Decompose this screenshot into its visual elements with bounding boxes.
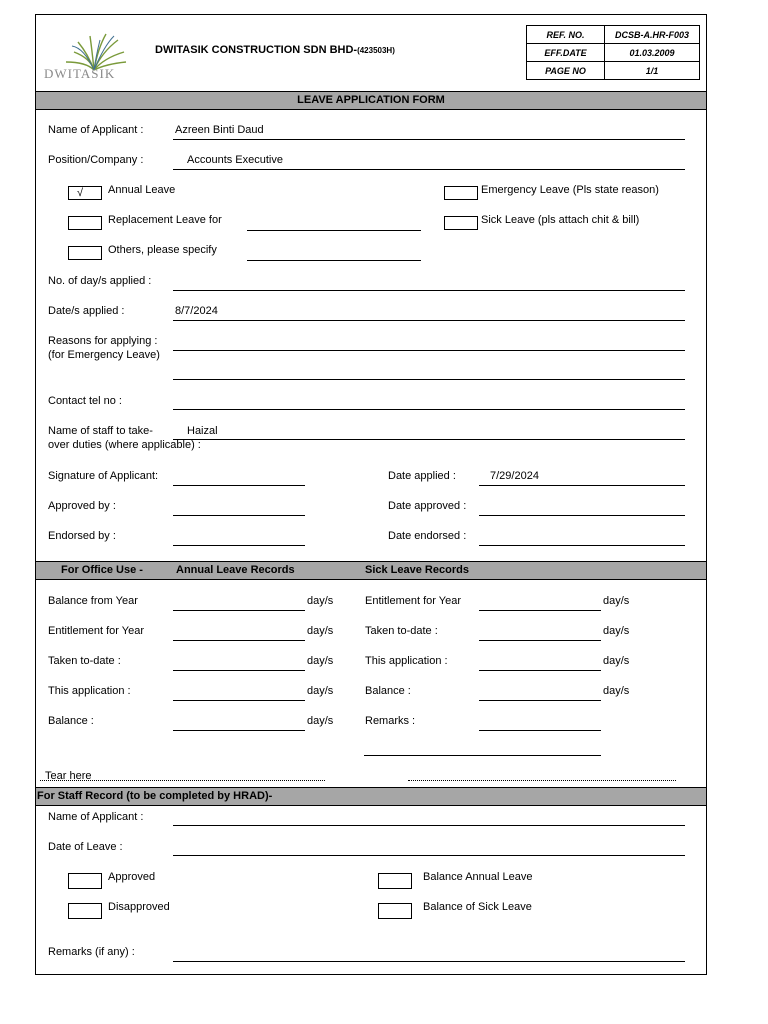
ref-label: REF. NO. <box>527 26 605 44</box>
date-applied-value[interactable]: 7/29/2024 <box>490 470 539 482</box>
staff-name-line <box>173 825 685 826</box>
company-logo <box>44 28 144 82</box>
annual-row-line <box>173 640 305 641</box>
approved-checkbox[interactable] <box>68 873 102 889</box>
takeover-line <box>173 439 685 440</box>
sick-row-label: Entitlement for Year <box>365 595 462 607</box>
disapproved-label: Disapproved <box>108 901 170 913</box>
sick-row-label: Taken to-date : <box>365 625 438 637</box>
sick-row-unit: day/s <box>603 625 630 637</box>
takeover-sublabel: over duties (where applicable) : <box>48 439 201 451</box>
emergency-leave-label: Emergency Leave (Pls state reason) <box>481 184 659 196</box>
position-line <box>173 169 685 170</box>
name-label: Name of Applicant : <box>48 124 144 136</box>
annual-records-heading: Annual Leave Records <box>176 564 295 576</box>
annual-row-unit: day/s <box>307 595 334 607</box>
contact-label: Contact tel no : <box>48 395 122 407</box>
sick-row-unit: day/s <box>603 595 630 607</box>
tear-line-left <box>40 780 325 781</box>
replacement-leave-checkbox[interactable] <box>68 216 102 230</box>
staff-name-label: Name of Applicant : <box>48 811 144 823</box>
balance-annual-checkbox[interactable] <box>378 873 412 889</box>
others-line <box>247 260 421 261</box>
reasons-label: Reasons for applying : <box>48 335 158 347</box>
others-checkbox[interactable] <box>68 246 102 260</box>
contact-line <box>173 409 685 410</box>
annual-row-label: Balance : <box>48 715 94 727</box>
signature-line <box>173 485 305 486</box>
sick-row-label: Balance : <box>365 685 411 697</box>
annual-row-unit: day/s <box>307 715 334 727</box>
company-reg: (423503H) <box>357 46 395 55</box>
sick-row-line <box>479 700 601 701</box>
annual-row-line <box>173 610 305 611</box>
annual-row-label: Balance from Year <box>48 595 138 607</box>
staff-date-line <box>173 855 685 856</box>
date-approved-line <box>479 515 685 516</box>
ref-value: 01.03.2009 <box>605 44 700 62</box>
date-endorsed-label: Date endorsed : <box>388 530 467 542</box>
days-label: No. of day/s applied : <box>48 275 152 287</box>
position-value[interactable]: Accounts Executive <box>187 154 283 166</box>
sick-row-label: Remarks : <box>365 715 416 727</box>
replacement-line <box>247 230 421 231</box>
form-title: LEAVE APPLICATION FORM <box>297 94 445 106</box>
office-use-heading: For Office Use - <box>61 564 143 576</box>
endorsed-by-label: Endorsed by : <box>48 530 116 542</box>
name-line <box>173 139 685 140</box>
sick-row-line <box>479 610 601 611</box>
annual-leave-label: Annual Leave <box>108 184 176 196</box>
company-name <box>155 44 395 56</box>
ref-value: 1/1 <box>605 62 700 80</box>
annual-row-label: This application : <box>48 685 131 697</box>
sick-records-heading: Sick Leave Records <box>365 564 469 576</box>
office-use-band <box>35 561 707 580</box>
logo-text: DWITASIK <box>44 66 116 81</box>
date-applied-line <box>479 485 685 486</box>
approved-by-line <box>173 515 305 516</box>
balance-annual-label: Balance Annual Leave <box>423 871 533 883</box>
others-label: Others, please specify <box>108 244 217 256</box>
annual-row-label: Entitlement for Year <box>48 625 145 637</box>
position-label: Position/Company : <box>48 154 144 166</box>
takeover-label: Name of staff to take- <box>48 425 153 437</box>
dates-label: Date/s applied : <box>48 305 125 317</box>
staff-date-label: Date of Leave : <box>48 841 123 853</box>
disapproved-checkbox[interactable] <box>68 903 102 919</box>
annual-row-line <box>173 670 305 671</box>
date-applied-label: Date applied : <box>388 470 456 482</box>
form-title-band <box>35 91 707 110</box>
ref-label: PAGE NO <box>527 62 605 80</box>
replacement-leave-label: Replacement Leave for <box>108 214 222 226</box>
annual-row-unit: day/s <box>307 655 334 667</box>
sick-row-line <box>479 670 601 671</box>
approved-label: Approved <box>108 871 156 883</box>
annual-row-line <box>173 730 305 731</box>
annual-leave-checkbox[interactable] <box>68 186 102 200</box>
reasons-sublabel: (for Emergency Leave) <box>48 349 160 361</box>
sick-leave-checkbox[interactable] <box>444 216 478 230</box>
staff-record-heading: For Staff Record (to be completed by HRAD)- <box>37 790 273 802</box>
annual-row-label: Taken to-date : <box>48 655 121 667</box>
sick-row-line <box>479 640 601 641</box>
takeover-value[interactable]: Haizal <box>187 425 218 437</box>
reasons-line-1 <box>173 350 685 351</box>
days-line <box>173 290 685 291</box>
staff-record-band <box>35 787 707 806</box>
remarks-line <box>173 961 685 962</box>
ref-value: DCSB-A.HR-F003 <box>605 26 700 44</box>
signature-label: Signature of Applicant: <box>48 470 159 482</box>
annual-row-unit: day/s <box>307 625 334 637</box>
ref-label: EFF.DATE <box>527 44 605 62</box>
reasons-line-2 <box>173 379 685 380</box>
dates-line <box>173 320 685 321</box>
sick-row-unit: day/s <box>603 685 630 697</box>
tear-here-label: Tear here <box>45 770 92 782</box>
date-endorsed-line <box>479 545 685 546</box>
annual-row-line <box>173 700 305 701</box>
emergency-leave-checkbox[interactable] <box>444 186 478 200</box>
date-approved-label: Date approved : <box>388 500 467 512</box>
balance-sick-checkbox[interactable] <box>378 903 412 919</box>
dates-value[interactable]: 8/7/2024 <box>175 305 218 317</box>
company-name-text: DWITASIK CONSTRUCTION SDN BHD- <box>155 44 358 56</box>
reference-table <box>526 25 700 80</box>
approved-by-label: Approved by : <box>48 500 116 512</box>
check-mark: √ <box>77 187 84 199</box>
sick-row-line <box>479 730 601 731</box>
sick-row-label: This application : <box>365 655 448 667</box>
remarks-extra-line <box>364 755 601 756</box>
tear-line-right <box>408 780 676 781</box>
annual-row-unit: day/s <box>307 685 334 697</box>
balance-sick-label: Balance of Sick Leave <box>423 901 532 913</box>
sick-leave-label: Sick Leave (pls attach chit & bill) <box>481 214 640 226</box>
sick-row-unit: day/s <box>603 655 630 667</box>
name-value[interactable]: Azreen Binti Daud <box>175 124 264 136</box>
endorsed-by-line <box>173 545 305 546</box>
remarks-label: Remarks (if any) : <box>48 946 135 958</box>
